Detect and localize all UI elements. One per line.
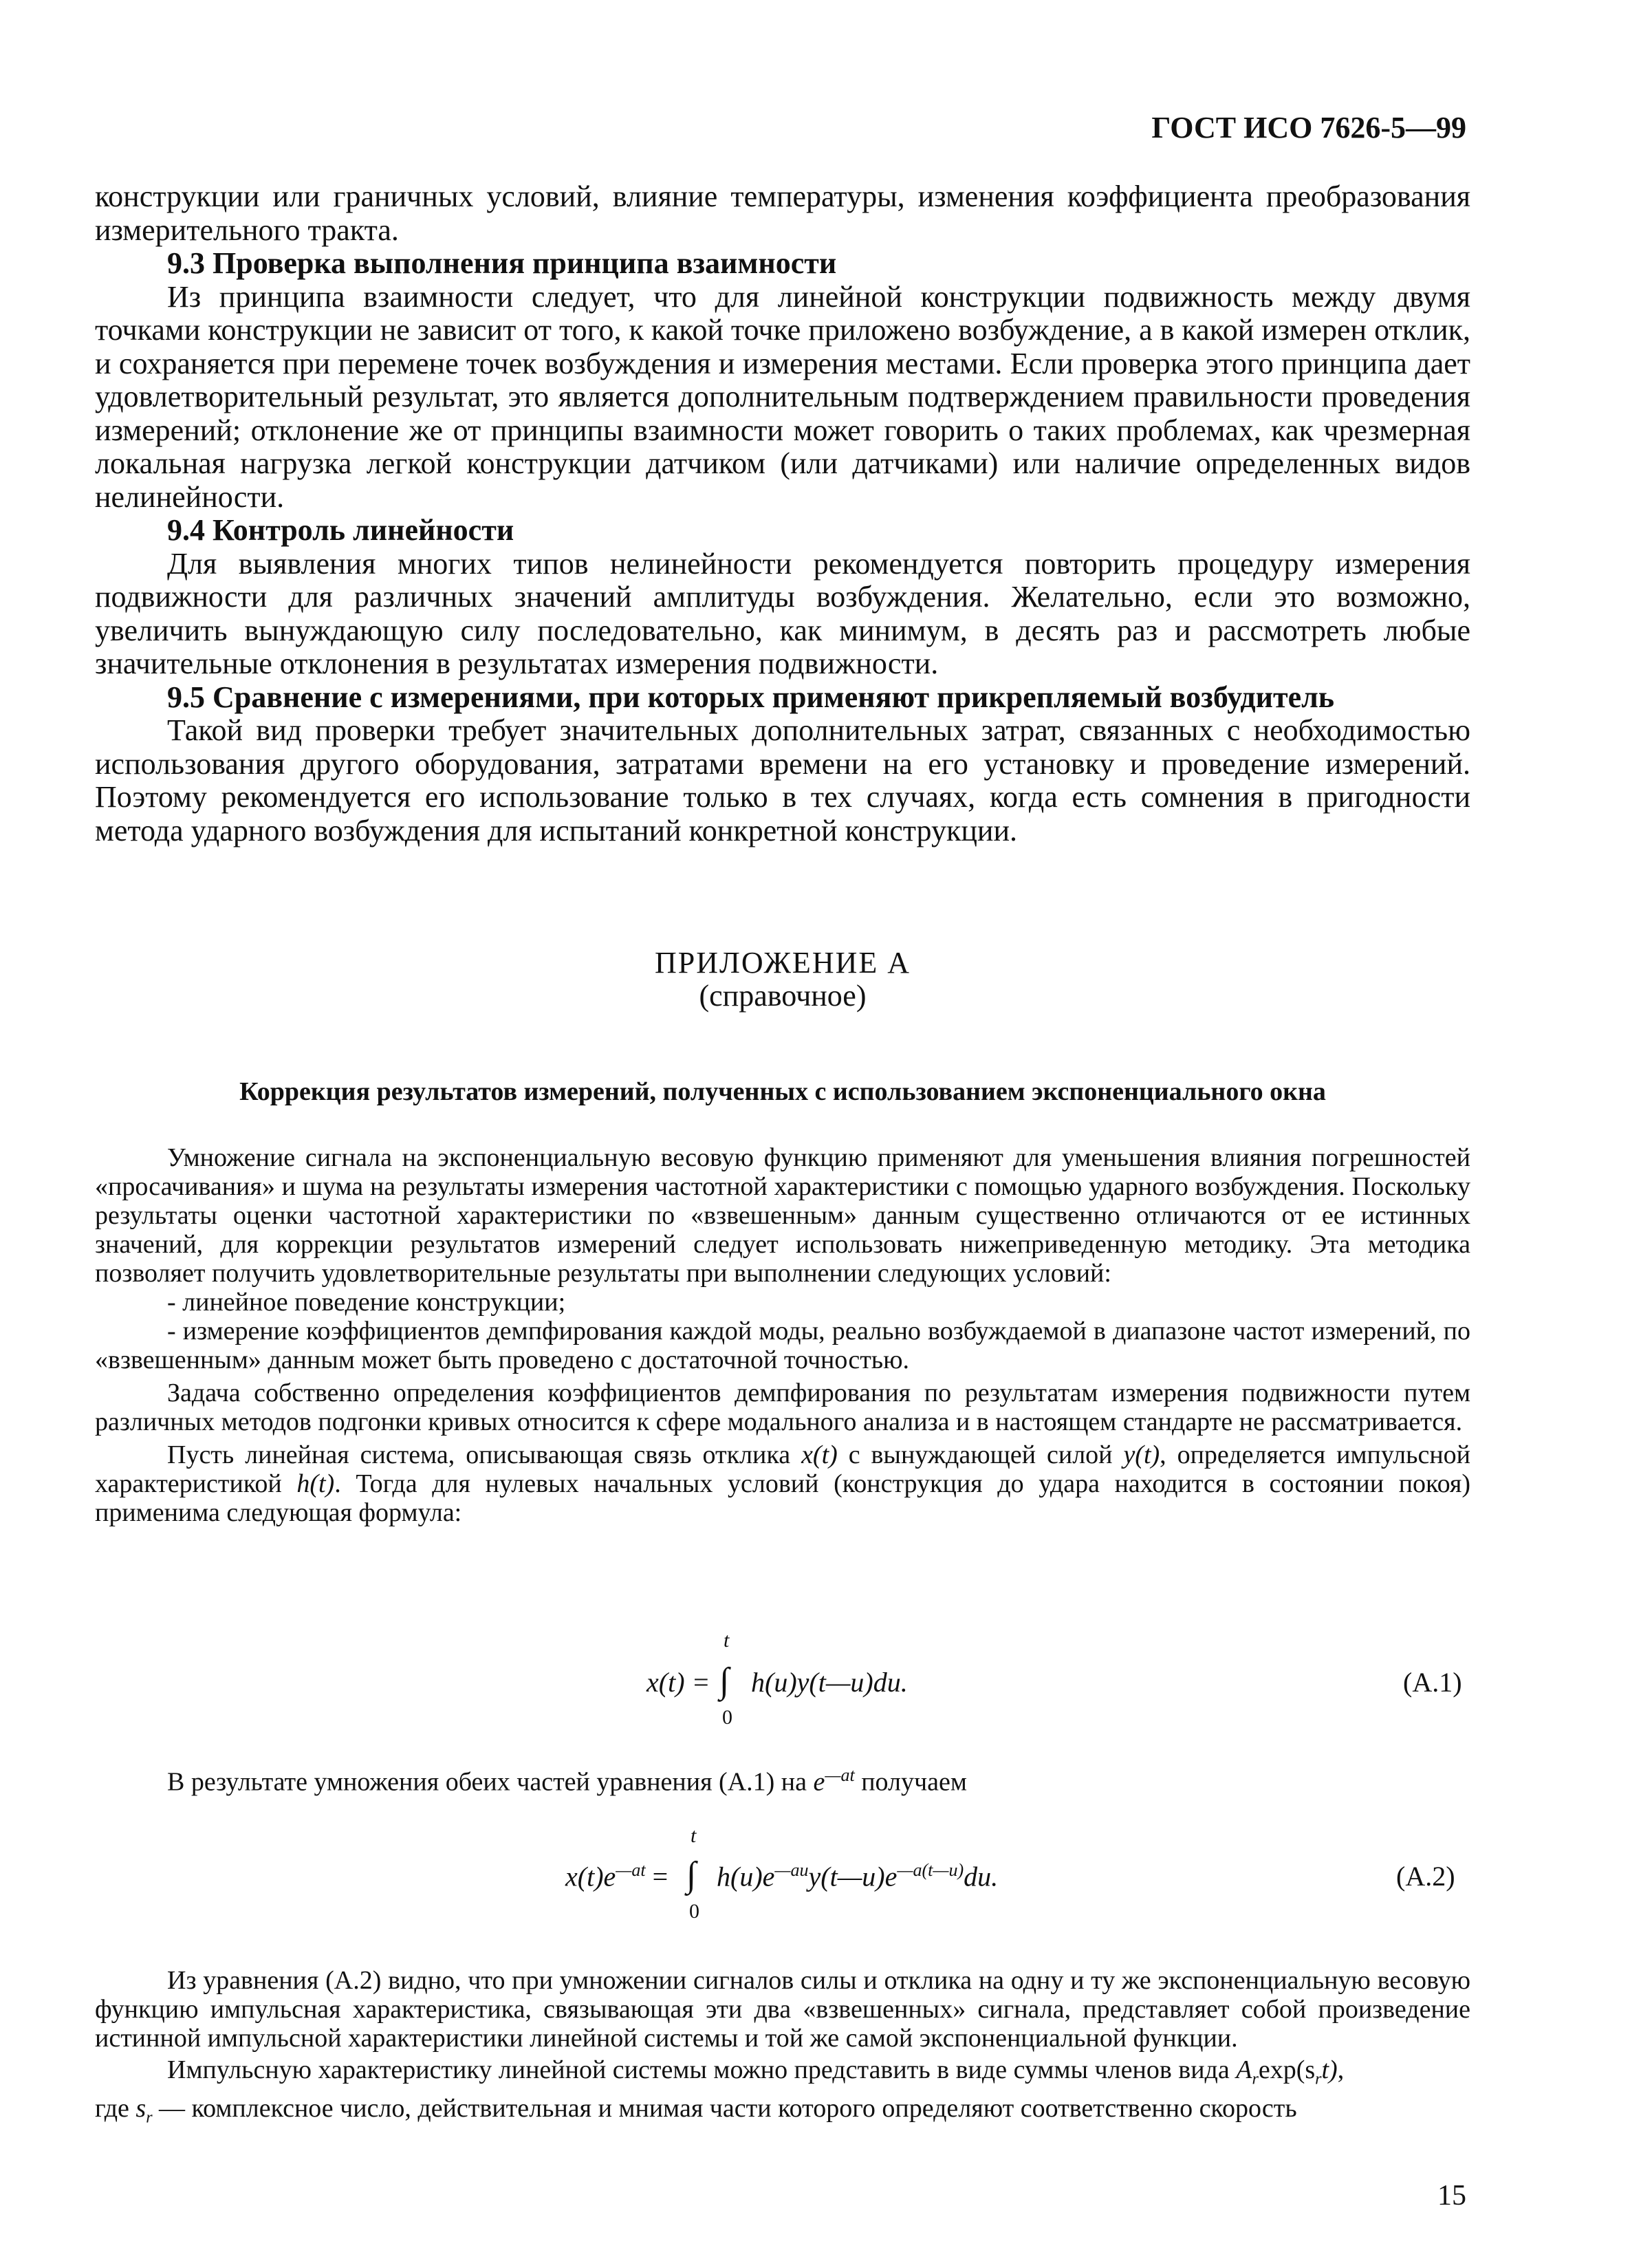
list-item: - линейное поведение конструкции; [167, 1288, 566, 1317]
integral-upper-limit: t [724, 1629, 730, 1652]
continuation-paragraph: конструкции или граничных условий, влияние температуры, изменения коэффициента преобразования измерительного тракта. [95, 180, 1470, 247]
integral-upper-limit: t [691, 1824, 697, 1847]
appendix-paragraph-3: Пусть линейная система, описывающая связь отклика x(t) с вынуждающей силой y(t), определяется импульсной характеристикой h(t). Тогда для нулевых начальных условий (конструкция до удара находится в состоянии покоя) применима следующая формула: [95, 1440, 1471, 1527]
section-9-3-text: Из принципа взаимности следует, что для линейной конструкции подвижность между двумя точками конструкции не зависит от того, к какой точке приложено возбуждение, а в какой измерен отклик, и сохраняется при перемене точек возбуждения и измерения местами. Если проверка этого принципа дает удовлетворительный результат, это является дополнительным подтверждением правильности проведения измерений; отклонение же от принципы взаимности может говорить о таких проблемах, как чрезмерная локальная нагрузка легкой конструкции датчиком (или датчиками) или наличие определенных видов нелинейности. [95, 279, 1470, 514]
integral-lower-limit: 0 [722, 1706, 732, 1729]
appendix-body [95, 1143, 1470, 1527]
appendix-paragraph-6: Импульсную характеристику линейной системы можно представить в виде суммы членов вида $A_r\exp(s_rt)$, [167, 2055, 1345, 2088]
integral-lower-limit: 0 [689, 1900, 699, 1923]
equation-rhs: h(u)y(t—u)du. [751, 1667, 908, 1698]
section-9-5-text: Такой вид проверки требует значительных дополнительных затрат, связанных с необходимостью использования другого оборудования, затратами времени на его установку и проведение измерений. Поэтому рекомендуется его использование только в тех случаях, когда есть сомнения в пригодности метода ударного возбуждения для испытаний конкретной конструкции. [95, 713, 1470, 847]
list-item: - измерение коэффициентов демпфирования каждой моды, реально возбуждаемой в диапазоне частот измерений, по «взвешенным» данным может быть проведено с достаточной точностью. [95, 1317, 1470, 1374]
page-number: 15 [1437, 2180, 1466, 2212]
appendix-paragraph-4: В результате умножения обеих частей уравнения (A.1) на $e^{—at}$ получаем [167, 1765, 967, 1797]
section-9-4-text: Для выявления многих типов нелинейности рекомендуется повторить процедуру измерения подвижности для различных значений амплитуды возбуждения. Желательно, если это возможно, увеличить вынуждающую силу последовательно, как минимум, в десять раз и рассмотреть любые значительные отклонения в результатах измерения подвижности. [95, 546, 1470, 680]
section-9-3-title: 9.3 Проверка выполнения принципа взаимности [167, 246, 837, 280]
integral-sign: ∫ [686, 1855, 697, 1894]
equation-number: (A.1) [1403, 1667, 1462, 1698]
integral-sign: ∫ [719, 1661, 730, 1700]
equation-lhs: x(t) = [646, 1667, 710, 1698]
appendix-title: ПРИЛОЖЕНИЕ А [654, 946, 911, 980]
standard-header: ГОСТ ИСО 7626-5—99 [1151, 111, 1466, 144]
equation-number: (A.2) [1396, 1861, 1455, 1892]
appendix-paragraph-1: Умножение сигнала на экспоненциальную весовую функцию применяют для уменьшения влияния погрешностей «просачивания» и шума на результаты измерения частотной характеристики с помощью ударного возбуждения. Поскольку результаты оценки частотной характеристики по «взвешенным» данным существенно отличаются от ее истинных значений, для коррекции результатов измерений следует использовать нижеприведенную методику. Эта методика позволяет получить удовлетворительные результаты при выполнении следующих условий: [95, 1143, 1470, 1288]
appendix-heading: Коррекция результатов измерений, полученных с использованием экспоненциального окна [239, 1077, 1326, 1106]
section-9-5-title: 9.5 Сравнение с измерениями, при которых применяют прикрепляемый возбудитель [167, 680, 1335, 714]
section-9-block [95, 180, 1470, 847]
equation-rhs: $h(u)e^{—au}y(t—u)e^{—a(t—u)}du$. [717, 1860, 999, 1892]
appendix-subtitle: (справочное) [699, 979, 867, 1013]
equation-lhs: $x(t)e^{—at}$ = [565, 1860, 669, 1892]
appendix-paragraph-2: Задача собственно определения коэффициентов демпфирования по результатам измерения подвижности путем различных методов подгонки кривых относится к сфере модального анализа и в настоящем стандарте не рассматривается. [95, 1379, 1470, 1436]
appendix-paragraph-7: где $s_r$ — комплексное число, действительная и мнимая части которого определяют соответственно скорость [95, 2093, 1297, 2127]
appendix-paragraph-5: Из уравнения (A.2) видно, что при умножении сигналов силы и отклика на одну и ту же экспоненциальную весовую функцию импульсная характеристика, связывающая эти два «взвешенных» сигнала, представляет собой произведение истинной импульсной характеристики линейной системы и той же самой экспоненциальной функции. [95, 1966, 1470, 2053]
section-9-4-title: 9.4 Контроль линейности [167, 513, 514, 547]
appendix-final-block [95, 1966, 1470, 2132]
